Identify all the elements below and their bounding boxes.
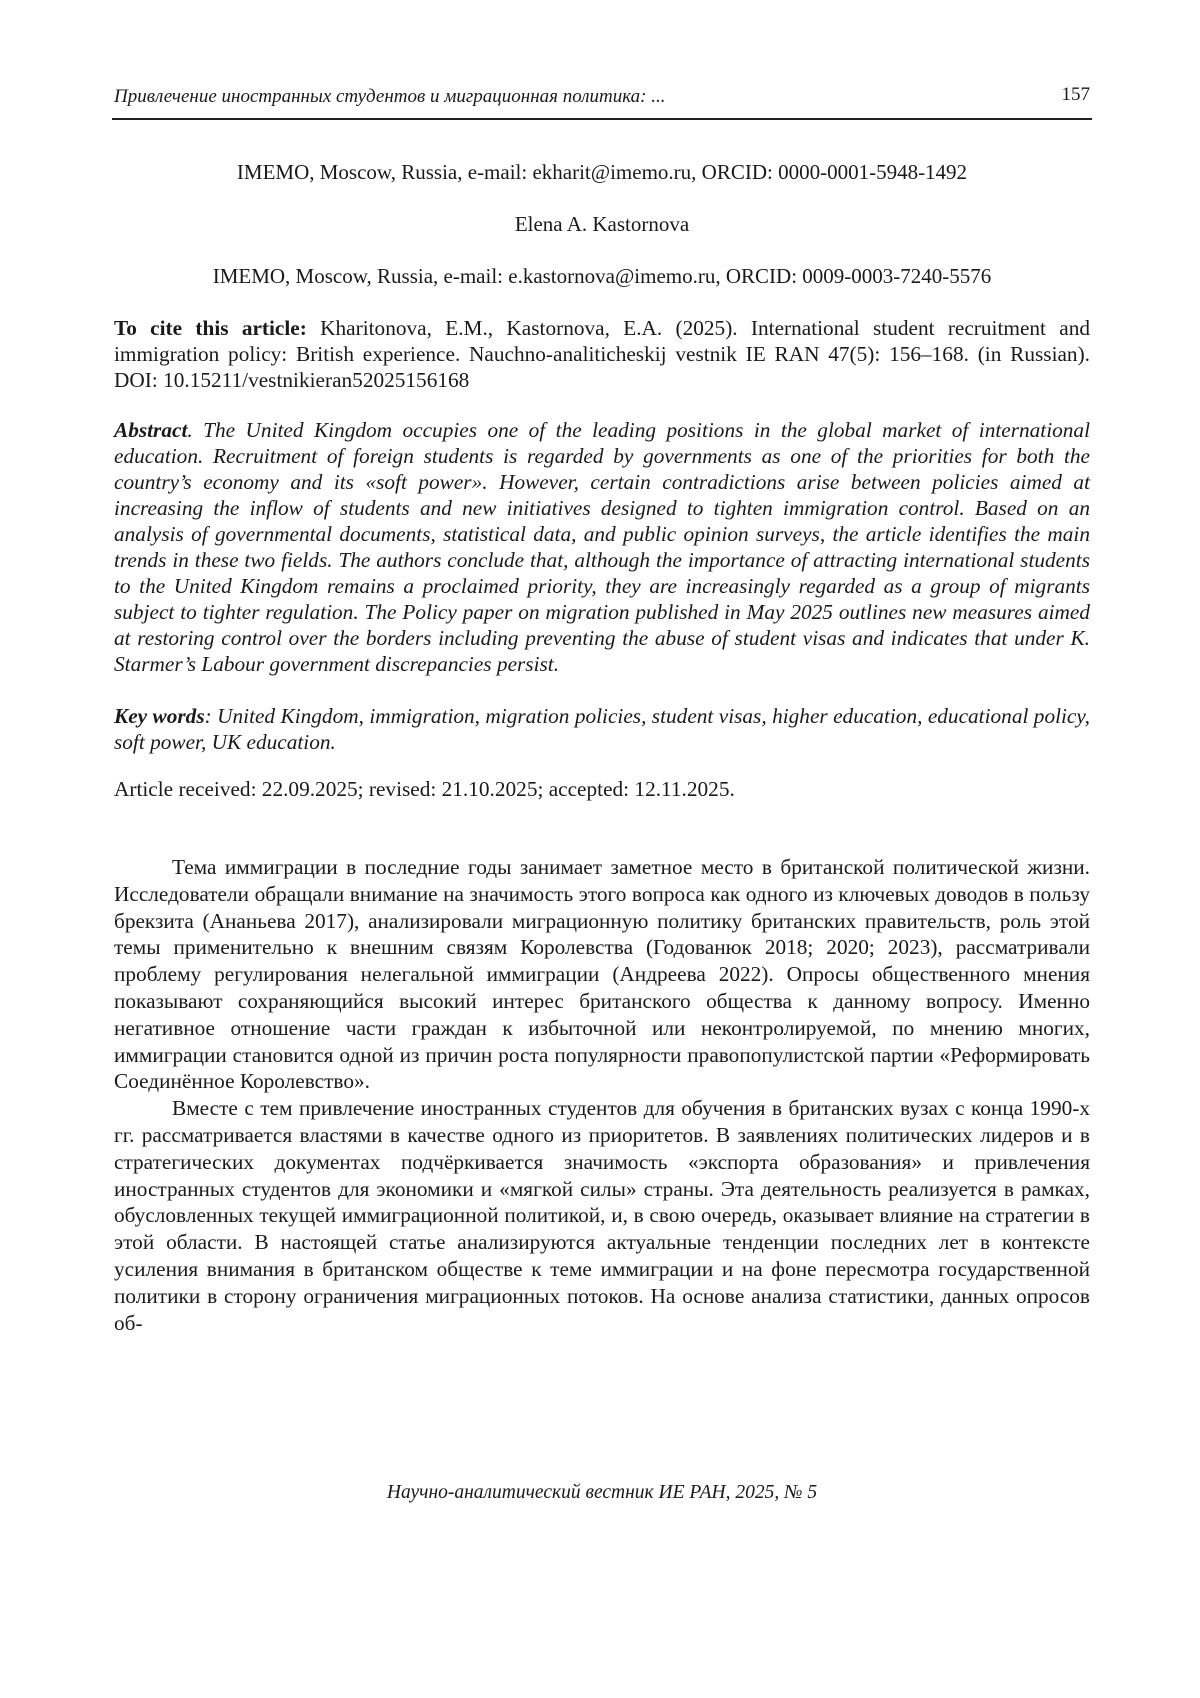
- running-footer: Научно-аналитический вестник ИЕ РАН, 2025, № 5: [386, 1482, 818, 1503]
- page-number: 157: [1061, 84, 1090, 105]
- affiliation-first-author: IMEMO, Moscow, Russia, e-mail: ekharit@imemo.ru, ORCID: 0000-0001-5948-1492: [236, 160, 968, 184]
- article-dates: Article received: 22.09.2025; revised: 21.10.2025; accepted: 12.11.2025.: [114, 777, 735, 801]
- abstract-text: . The United Kingdom occupies one of the leading positions in the global market of international education. Recruitment of foreign students is regarded by governments as one of the priorities for both the country’s economy and its «soft power». However, certain contradictions arise between policies aimed at increasing the inflow of students and new initiatives designed to tighten immigration control. Based on an analysis of governmental documents, statistical data, and public opinion surveys, the article identifies the main trends in these two fields. The authors conclude that, although the importance of attracting international students to the United Kingdom remains a proclaimed priority, they are increasingly regarded as a group of migrants subject to tighter regulation. The Policy paper on migration published in May 2025 outlines new measures aimed at restoring control over the borders including preventing the abuse of student visas and indicates that under K. Starmer’s Labour government discrepancies persist.: [114, 418, 1090, 676]
- citation-block: [114, 315, 1090, 393]
- article-body: [114, 854, 1090, 1336]
- body-paragraph: Тема иммиграции в последние годы занимает заметное место в британской политической жизни. Исследователи обращали внимание на значимость этого вопроса как одного из ключевых доводов в пользу брекзита (Ананьева 2017), анализировали миграционную политику британских правительств, роль этой темы применительно к внешним связям Королевства (Годованюк 2018; 2020; 2023), рассматривали проблему регулирования нелегальной иммиграции (Андреева 2022). Опросы общественного мнения показывают сохраняющийся высокий интерес британского общества к данному вопросу. Именно негативное отношение части граждан к избыточной или неконтролируемой, по мнению многих, иммиграции становится одной из причин роста популярности правопопулистской партии «Реформировать Соединённое Королевство».: [114, 855, 1090, 1094]
- second-author-name: Elena A. Kastornova: [514, 212, 690, 236]
- keywords-block: [114, 703, 1090, 755]
- keywords-label: Key words: [114, 704, 205, 728]
- citation-label: To cite this article:: [114, 316, 307, 340]
- keywords-text: : United Kingdom, immigration, migration policies, student visas, higher education, educational policy, soft power, UK education.: [114, 704, 1090, 754]
- running-header: [112, 84, 1092, 120]
- affiliation-second-author: IMEMO, Moscow, Russia, e-mail: e.kastornova@imemo.ru, ORCID: 0009-0003-7240-5576: [212, 264, 992, 288]
- body-paragraph: Вместе с тем привлечение иностранных студентов для обучения в британских вузах с конца 1990-х гг. рассматривается властями в качестве одного из приоритетов. В заявлениях политических лидеров и в стратегических документах подчёркивается значимость «экспорта образования» и привлечения иностранных студентов для экономики и «мягкой силы» страны. Эта деятельность реализуется в рамках, обусловленных текущей иммиграционной политикой, и, в свою очередь, оказывает влияние на стратегии в этой области. В настоящей статье анализируются актуальные тенденции последних лет в контексте усиления внимания в британском обществе к теме иммиграции и на фоне пересмотра государственной политики в сторону ограничения миграционных потоков. На основе анализа статистики, данных опросов об-: [114, 1096, 1090, 1335]
- running-title: Привлечение иностранных студентов и миграционная политика: ...: [114, 86, 666, 107]
- abstract-block: [114, 417, 1090, 677]
- abstract-label: Abstract: [114, 418, 188, 442]
- citation-text: Kharitonova, E.M., Kastornova, E.A. (2025). International student recruitment and immigration policy: British experience. Nauchno-analiticheskij vestnik IE RAN 47(5): 156–168. (in Russian). DOI: 10.15211/vestnikieran52025156168: [114, 316, 1091, 392]
